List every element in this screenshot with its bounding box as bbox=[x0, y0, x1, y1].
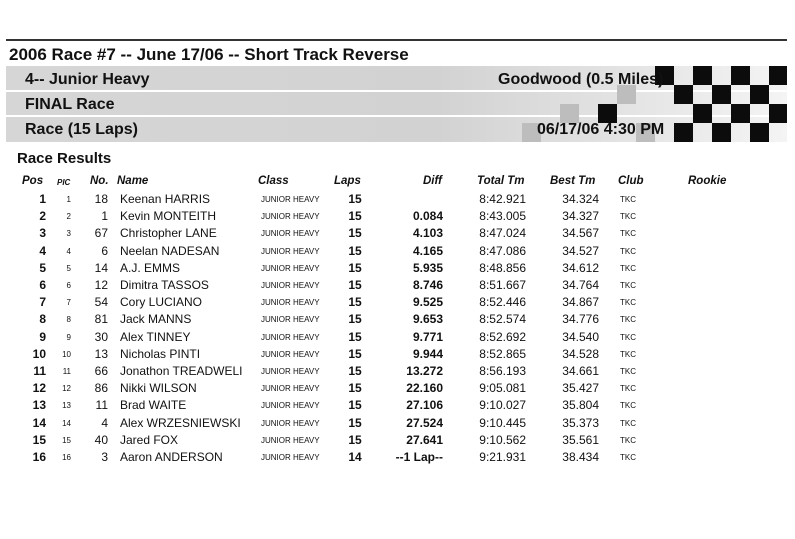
cell-name: Kevin MONTEITH bbox=[120, 209, 217, 224]
cell-laps: 14 bbox=[348, 450, 362, 464]
cell-laps: 15 bbox=[348, 329, 362, 344]
cell-best: 34.540 bbox=[562, 329, 599, 344]
cell-name: Dimitra TASSOS bbox=[120, 278, 209, 292]
table-row bbox=[0, 330, 795, 347]
cell-name: A.J. EMMS bbox=[120, 260, 181, 275]
cell-pic: 11 bbox=[62, 367, 71, 376]
cell-no: 81 bbox=[94, 312, 108, 327]
cell-class: JUNIOR HEAVY bbox=[261, 263, 320, 273]
cell-no: 1 bbox=[101, 209, 108, 224]
col-pic: PIC bbox=[57, 178, 71, 187]
cell-diff: 27.106 bbox=[406, 398, 443, 413]
class-line: 4-- Junior Heavy bbox=[25, 71, 150, 88]
cell-laps: 15 bbox=[348, 381, 362, 396]
table-row bbox=[0, 347, 795, 364]
cell-pic: 4 bbox=[66, 246, 71, 256]
cell-pic: 7 bbox=[66, 298, 71, 308]
cell-pic: 3 bbox=[66, 229, 71, 239]
cell-best: 34.776 bbox=[562, 312, 599, 327]
cell-club: TKC bbox=[620, 418, 636, 428]
cell-laps: 15 bbox=[348, 312, 362, 327]
cell-laps: 15 bbox=[348, 278, 362, 292]
cell-class: JUNIOR HEAVY bbox=[261, 212, 320, 222]
cell-pic: 9 bbox=[66, 332, 71, 342]
col-class: Class bbox=[258, 175, 289, 187]
cell-club: TKC bbox=[620, 315, 636, 325]
cell-name: Brad WAITE bbox=[120, 398, 187, 413]
cell-pos: 11 bbox=[33, 364, 46, 378]
cell-name: Aaron ANDERSON bbox=[120, 450, 223, 464]
cell-laps: 15 bbox=[348, 346, 362, 361]
cell-no: 54 bbox=[94, 295, 108, 310]
race-type: FINAL Race bbox=[25, 96, 115, 113]
table-row bbox=[0, 278, 795, 295]
cell-club: TKC bbox=[620, 298, 636, 308]
cell-pos: 8 bbox=[39, 312, 46, 327]
cell-best: 35.804 bbox=[562, 398, 599, 413]
cell-diff: 9.525 bbox=[412, 295, 443, 310]
laps-line: Race (15 Laps) bbox=[25, 121, 138, 138]
cell-pos: 14 bbox=[32, 415, 46, 430]
cell-class: JUNIOR HEAVY bbox=[261, 349, 320, 359]
cell-diff: 9.771 bbox=[412, 329, 443, 344]
table-row bbox=[0, 364, 795, 381]
date-time: 06/17/06 4:30 PM bbox=[537, 121, 665, 138]
cell-total: 8:47.086 bbox=[479, 243, 526, 258]
cell-club: TKC bbox=[620, 332, 636, 342]
cell-diff: 13.272 bbox=[406, 364, 443, 378]
cell-no: 66 bbox=[94, 364, 108, 378]
table-row bbox=[0, 381, 795, 398]
col-pos: Pos bbox=[22, 175, 44, 187]
cell-class: JUNIOR HEAVY bbox=[261, 418, 320, 428]
cell-club: TKC bbox=[620, 281, 636, 290]
cell-total: 8:51.667 bbox=[479, 278, 526, 292]
cell-pos: 9 bbox=[39, 329, 46, 344]
cell-total: 9:10.027 bbox=[479, 398, 526, 413]
table-row bbox=[0, 450, 795, 467]
col-diff: Diff bbox=[423, 175, 442, 187]
cell-pic: 6 bbox=[66, 281, 71, 290]
cell-diff: 0.084 bbox=[412, 209, 443, 224]
cell-total: 9:10.562 bbox=[479, 432, 526, 447]
cell-laps: 15 bbox=[348, 415, 362, 430]
cell-name: Cory LUCIANO bbox=[120, 295, 203, 310]
cell-laps: 15 bbox=[348, 364, 362, 378]
cell-total: 8:42.921 bbox=[479, 192, 526, 206]
cell-club: TKC bbox=[620, 212, 636, 222]
cell-pic: 8 bbox=[66, 315, 71, 325]
cell-best: 34.661 bbox=[562, 364, 599, 378]
col-no: No. bbox=[90, 175, 109, 187]
cell-no: 6 bbox=[101, 243, 108, 258]
cell-laps: 15 bbox=[348, 432, 362, 447]
cell-pos: 2 bbox=[39, 209, 46, 224]
cell-best: 34.527 bbox=[562, 243, 599, 258]
cell-no: 18 bbox=[94, 192, 108, 206]
cell-no: 12 bbox=[94, 278, 108, 292]
cell-club: TKC bbox=[620, 384, 636, 394]
cell-pic: 16 bbox=[62, 453, 71, 462]
cell-class: JUNIOR HEAVY bbox=[261, 435, 320, 445]
cell-laps: 15 bbox=[348, 192, 362, 206]
cell-total: 8:52.692 bbox=[479, 329, 526, 344]
cell-pic: 2 bbox=[66, 212, 71, 222]
table-row bbox=[0, 295, 795, 312]
cell-pos: 7 bbox=[39, 295, 46, 310]
cell-no: 67 bbox=[94, 226, 108, 241]
col-name: Name bbox=[117, 175, 149, 187]
cell-pos: 4 bbox=[39, 243, 46, 258]
cell-best: 34.327 bbox=[562, 209, 599, 224]
cell-class: JUNIOR HEAVY bbox=[261, 332, 320, 342]
cell-best: 35.373 bbox=[562, 415, 599, 430]
cell-total: 9:21.931 bbox=[479, 450, 526, 464]
cell-best: 35.561 bbox=[562, 432, 599, 447]
cell-total: 9:05.081 bbox=[479, 381, 526, 396]
cell-name: Neelan NADESAN bbox=[120, 243, 220, 258]
cell-best: 34.764 bbox=[562, 278, 599, 292]
cell-best: 34.324 bbox=[562, 192, 599, 206]
table-row bbox=[0, 192, 795, 209]
cell-pic: 14 bbox=[62, 418, 71, 428]
cell-no: 11 bbox=[95, 398, 108, 413]
cell-class: JUNIOR HEAVY bbox=[261, 453, 320, 462]
cell-total: 8:56.193 bbox=[479, 364, 526, 378]
cell-pos: 16 bbox=[32, 450, 46, 464]
cell-total: 9:10.445 bbox=[479, 415, 526, 430]
cell-pos: 6 bbox=[39, 278, 46, 292]
section-title: Race Results bbox=[17, 150, 112, 167]
cell-club: TKC bbox=[620, 195, 636, 204]
cell-class: JUNIOR HEAVY bbox=[261, 315, 320, 325]
cell-laps: 15 bbox=[348, 295, 362, 310]
table-row bbox=[0, 312, 795, 329]
cell-pic: 12 bbox=[62, 384, 71, 394]
cell-no: 40 bbox=[94, 432, 108, 447]
cell-pos: 13 bbox=[32, 398, 46, 413]
col-laps: Laps bbox=[334, 175, 361, 187]
cell-pos: 3 bbox=[39, 226, 46, 241]
table-row bbox=[0, 261, 795, 278]
cell-class: JUNIOR HEAVY bbox=[261, 401, 320, 411]
cell-class: JUNIOR HEAVY bbox=[261, 195, 320, 204]
cell-pos: 5 bbox=[39, 260, 46, 275]
table-row bbox=[0, 209, 795, 226]
cell-diff: 9.653 bbox=[412, 312, 443, 327]
cell-diff: 9.944 bbox=[412, 346, 443, 361]
cell-club: TKC bbox=[620, 263, 636, 273]
cell-class: JUNIOR HEAVY bbox=[261, 229, 320, 239]
table-row bbox=[0, 398, 795, 415]
cell-pic: 5 bbox=[66, 263, 71, 273]
cell-no: 4 bbox=[101, 415, 108, 430]
col-total: Total Tm bbox=[477, 175, 525, 187]
cell-pos: 12 bbox=[32, 381, 46, 396]
table-row bbox=[0, 226, 795, 243]
cell-total: 8:52.865 bbox=[479, 346, 526, 361]
cell-club: TKC bbox=[620, 246, 636, 256]
cell-class: JUNIOR HEAVY bbox=[261, 298, 320, 308]
top-rule bbox=[6, 39, 787, 41]
cell-class: JUNIOR HEAVY bbox=[261, 246, 320, 256]
page-title: 2006 Race #7 -- June 17/06 -- Short Track Reverse bbox=[9, 45, 409, 64]
cell-diff: --1 Lap-- bbox=[395, 450, 443, 464]
table-row bbox=[0, 416, 795, 433]
cell-name: Jared FOX bbox=[120, 432, 179, 447]
cell-name: Keenan HARRIS bbox=[120, 192, 211, 206]
cell-diff: 4.165 bbox=[412, 243, 443, 258]
cell-pos: 1 bbox=[39, 192, 46, 206]
cell-club: TKC bbox=[620, 435, 636, 445]
cell-name: Alex WRZESNIEWSKI bbox=[120, 415, 241, 430]
cell-diff: 27.641 bbox=[406, 432, 443, 447]
cell-best: 34.867 bbox=[562, 295, 599, 310]
cell-best: 34.612 bbox=[562, 260, 599, 275]
cell-laps: 15 bbox=[348, 243, 362, 258]
table-row bbox=[0, 244, 795, 261]
col-best: Best Tm bbox=[550, 175, 596, 187]
cell-pic: 1 bbox=[66, 195, 71, 204]
cell-diff: 8.746 bbox=[412, 278, 443, 292]
cell-club: TKC bbox=[620, 453, 636, 462]
cell-name: Nikki WILSON bbox=[120, 381, 197, 396]
cell-total: 8:52.446 bbox=[479, 295, 526, 310]
cell-class: JUNIOR HEAVY bbox=[261, 367, 320, 376]
cell-diff: 27.524 bbox=[406, 415, 443, 430]
track-name: Goodwood (0.5 Miles) bbox=[498, 71, 664, 88]
cell-laps: 15 bbox=[348, 260, 362, 275]
cell-laps: 15 bbox=[348, 398, 362, 413]
cell-name: Alex TINNEY bbox=[120, 329, 191, 344]
cell-total: 8:48.856 bbox=[479, 260, 526, 275]
cell-club: TKC bbox=[620, 229, 636, 239]
col-rookie: Rookie bbox=[688, 175, 727, 187]
cell-best: 35.427 bbox=[562, 381, 599, 396]
cell-no: 3 bbox=[101, 450, 108, 464]
cell-name: Jonathon TREADWELI bbox=[120, 364, 243, 378]
cell-pic: 15 bbox=[62, 435, 71, 445]
cell-pic: 10 bbox=[62, 349, 71, 359]
cell-no: 86 bbox=[94, 381, 108, 396]
cell-no: 13 bbox=[94, 346, 108, 361]
race-banner bbox=[6, 66, 787, 142]
cell-laps: 15 bbox=[348, 226, 362, 241]
cell-diff: 22.160 bbox=[406, 381, 443, 396]
table-row bbox=[0, 433, 795, 450]
cell-class: JUNIOR HEAVY bbox=[261, 384, 320, 394]
cell-class: JUNIOR HEAVY bbox=[261, 281, 320, 290]
cell-club: TKC bbox=[620, 401, 636, 411]
cell-no: 14 bbox=[94, 260, 108, 275]
cell-name: Christopher LANE bbox=[120, 226, 217, 241]
cell-best: 34.567 bbox=[562, 226, 599, 241]
cell-club: TKC bbox=[620, 349, 636, 359]
cell-no: 30 bbox=[94, 329, 108, 344]
cell-total: 8:52.574 bbox=[479, 312, 526, 327]
cell-club: TKC bbox=[620, 367, 636, 376]
cell-pos: 10 bbox=[32, 346, 46, 361]
cell-best: 38.434 bbox=[562, 450, 599, 464]
cell-diff: 4.103 bbox=[412, 226, 443, 241]
cell-total: 8:43.005 bbox=[479, 209, 526, 224]
cell-pos: 15 bbox=[32, 432, 46, 447]
cell-name: Jack MANNS bbox=[120, 312, 192, 327]
col-club: Club bbox=[618, 175, 644, 187]
cell-laps: 15 bbox=[348, 209, 362, 224]
cell-best: 34.528 bbox=[562, 346, 599, 361]
cell-diff: 5.935 bbox=[412, 260, 443, 275]
cell-pic: 13 bbox=[62, 401, 71, 411]
cell-total: 8:47.024 bbox=[479, 226, 526, 241]
cell-name: Nicholas PINTI bbox=[120, 346, 201, 361]
